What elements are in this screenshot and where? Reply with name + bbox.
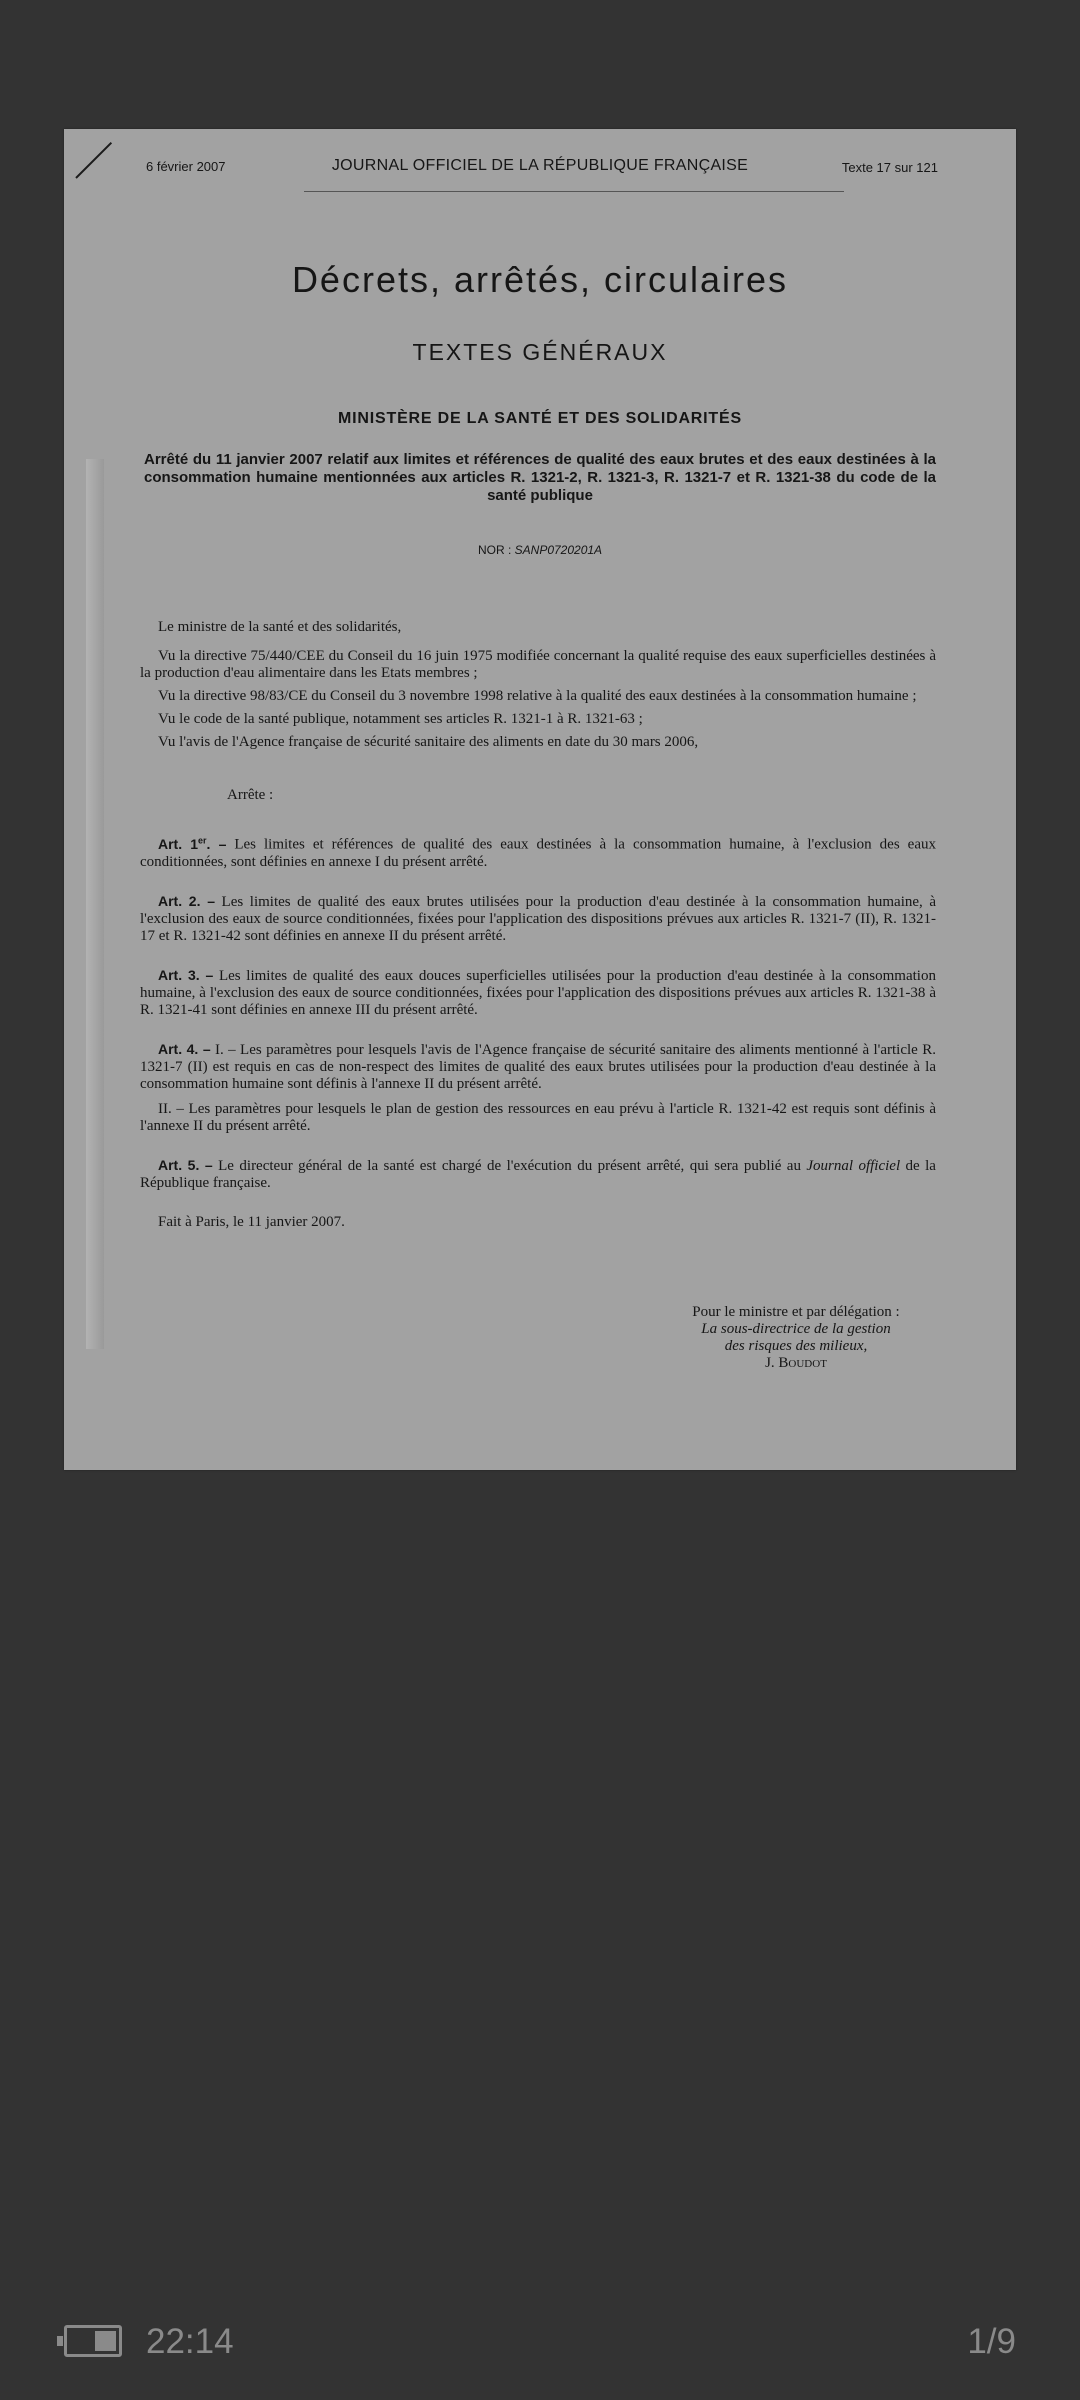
document-page[interactable] <box>64 129 1016 1470</box>
nor-reference <box>64 543 1016 557</box>
article-text: I. – Les paramètres pour lesquels l'avis de l'Agence française de sécurité sanitaire des aliments mentionné à l'article R. 1321-7 (II) est requis en cas de non-respect des limites de qualité des eaux brutes utilisées pour la production d'eau destinée à la consommation humaine sont définis à l'annexe II du présent arrêté. <box>140 1041 936 1092</box>
signature-block <box>656 1304 936 1372</box>
article-2 <box>140 893 936 945</box>
vu-paragraph: Vu le code de la santé publique, notamment ses articles R. 1321-1 à R. 1321-63 ; <box>158 711 643 727</box>
signature-role: La sous-directrice de la gestion <box>701 1321 891 1337</box>
article-label: Art. 1er. – <box>158 835 227 852</box>
header-texte-number: Texte 17 sur 121 <box>841 160 938 175</box>
article-label: Art. 5. – <box>158 1156 213 1173</box>
reader-status-bar <box>0 2310 1080 2370</box>
page-indicator[interactable]: 1/9 <box>967 2322 1016 2361</box>
vu-paragraph: Vu l'avis de l'Agence française de sécurité sanitaire des aliments en date du 30 mars 2006, <box>158 734 699 750</box>
article-1 <box>140 832 936 871</box>
nor-value: SANP0720201A <box>514 543 603 557</box>
article-text: Les limites de qualité des eaux brutes utilisées pour la production d'eau destinée à la consommation humaine, à l'exclusion des eaux de source conditionnées, fixées pour l'application des dispositions prévues aux articles R. 1321-7 (II), R. 1321-17 et R. 1321-42 sont définies en annexe II du présent arrêté. <box>140 893 936 944</box>
article-5: Art. 5. – Le directeur général de la santé est chargé de l'exécution du présent arrêté, qui sera publié au Journal officiel de la République française. <box>140 1156 936 1191</box>
journal-officiel-italic: Journal officiel <box>806 1157 901 1174</box>
ministry-heading: MINISTÈRE DE LA SANTÉ ET DES SOLIDARITÉS <box>338 410 742 427</box>
signature-name: J. Boudot <box>765 1355 827 1371</box>
article-4-part-ii: II. – Les paramètres pour lesquels le plan de gestion des ressources en eau prévu à l'article R. 1321-42 est requis sont définis à l'annexe II du présent arrêté. <box>140 1100 936 1134</box>
section-title: Décrets, arrêtés, circulaires <box>291 259 789 300</box>
scan-shadow <box>86 459 104 1349</box>
article-4 <box>140 1041 936 1093</box>
article-3 <box>140 967 936 1019</box>
header-date: 6 février 2007 <box>146 159 226 174</box>
arrete-title: Arrêté du 11 janvier 2007 relatif aux limites et références de qualité des eaux brutes et des eaux destinées à la consommation humaine mentionnées aux articles R. 1321-2, R. 1321-3, R. 1321-7 et R. 1321-38 du code de la santé publique <box>144 451 936 504</box>
battery-icon <box>64 2325 122 2357</box>
section-subtitle: TEXTES GÉNÉRAUX <box>412 339 668 365</box>
arrete-word: Arrête : <box>227 787 274 803</box>
signature-role: des risques des milieux, <box>724 1338 868 1354</box>
header-divider <box>304 191 844 192</box>
battery-fill <box>95 2331 116 2351</box>
document-body <box>140 619 936 1237</box>
signature-line: Pour le ministre et par délégation : <box>692 1304 900 1320</box>
fait-a-paris: Fait à Paris, le 11 janvier 2007. <box>158 1213 345 1230</box>
article-label: Art. 3. – <box>158 966 214 983</box>
clock-time: 22:14 <box>146 2322 234 2361</box>
header-journal: JOURNAL OFFICIEL DE LA RÉPUBLIQUE FRANÇAISE <box>331 157 749 174</box>
article-text: Les limites et références de qualité des eaux destinées à la consommation humaine, à l'exclusion des eaux conditionnées, sont définies en annexe I du présent arrêté. <box>140 836 936 870</box>
article-text: Les limites de qualité des eaux douces superficielles utilisées pour la production d'eau destinée à la consommation humaine, à l'exclusion des eaux de source conditionnées, fixées pour l'application des dispositions prévues aux articles R. 1321-38 à R. 1321-41 sont définies en annexe III du présent arrêté. <box>140 967 936 1018</box>
article-label: Art. 4. – <box>158 1040 211 1057</box>
article-label: Art. 2. – <box>158 892 215 909</box>
nor-label: NOR : <box>477 543 512 557</box>
vu-paragraph: Vu la directive 75/440/CEE du Conseil du 16 juin 1975 modifiée concernant la qualité requise des eaux superficielles destinées à la production d'eau alimentaire dans les Etats membres ; <box>140 648 936 681</box>
intro-line: Le ministre de la santé et des solidarités, <box>158 619 402 635</box>
vu-paragraph: Vu la directive 98/83/CE du Conseil du 3 novembre 1998 relative à la qualité des eaux destinées à la consommation humaine ; <box>158 688 917 704</box>
